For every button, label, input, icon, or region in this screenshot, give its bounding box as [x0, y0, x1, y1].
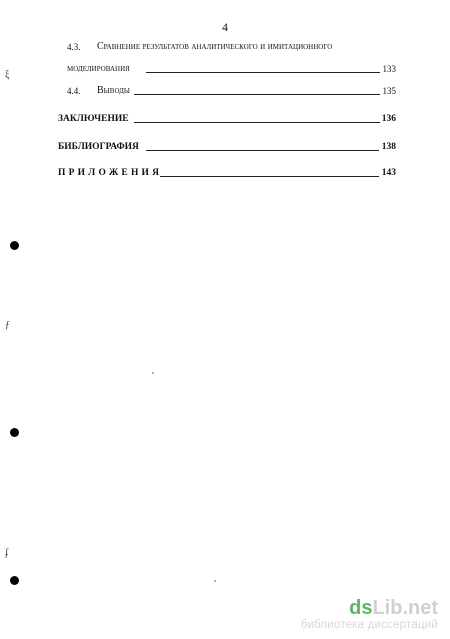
scan-mark: ξ	[5, 70, 10, 81]
scan-mark: ʄ	[5, 547, 9, 558]
toc-entry-title: Сравнение результатов аналитического и имитационного	[97, 41, 333, 52]
binder-hole-dot	[10, 241, 19, 250]
toc-leader-line	[146, 150, 379, 151]
toc-entry-title: моделирования	[67, 63, 130, 74]
toc-entry-4-4	[0, 83, 450, 99]
toc-entry-number: 4.4.	[67, 86, 81, 96]
toc-leader-line	[160, 176, 379, 177]
toc-entry-page: 136	[381, 114, 396, 124]
toc-entry-title: БИБЛИОГРАФИЯ	[58, 142, 139, 152]
toc-entry-number: 4.3.	[67, 42, 81, 52]
toc-entry-4-3-continued	[0, 61, 450, 77]
dslib-watermark	[301, 597, 438, 631]
toc-entry-4-3	[0, 39, 450, 55]
scan-speck	[214, 580, 216, 582]
toc-entry-page: 138	[381, 142, 396, 152]
toc-entry-page: 135	[382, 86, 396, 96]
scan-mark: ƒ	[5, 320, 10, 331]
toc-entry-title: Выводы	[97, 85, 131, 96]
toc-leader-line	[146, 72, 380, 73]
logo-prefix: ds	[349, 597, 373, 619]
binder-hole-dot	[10, 576, 19, 585]
toc-entry-appendices	[0, 165, 450, 181]
toc-leader-line	[134, 94, 380, 95]
toc-entry-title: ЗАКЛЮЧЕНИЕ	[58, 114, 129, 124]
toc-leader-line	[134, 122, 380, 123]
page-number: 4	[222, 20, 228, 34]
binder-hole-dot	[10, 428, 19, 437]
toc-entry-page: 133	[382, 64, 396, 74]
scan-speck	[152, 372, 154, 374]
watermark-subtitle: библиотека диссертаций	[300, 619, 438, 631]
dslib-logo	[301, 597, 438, 619]
toc-entry-conclusion	[0, 111, 450, 127]
logo-suffix: Lib.net	[372, 597, 438, 619]
toc-entry-page: 143	[381, 168, 396, 178]
toc-entry-title: ПРИЛОЖЕНИЯ	[58, 168, 163, 178]
toc-entry-bibliography	[0, 139, 450, 155]
